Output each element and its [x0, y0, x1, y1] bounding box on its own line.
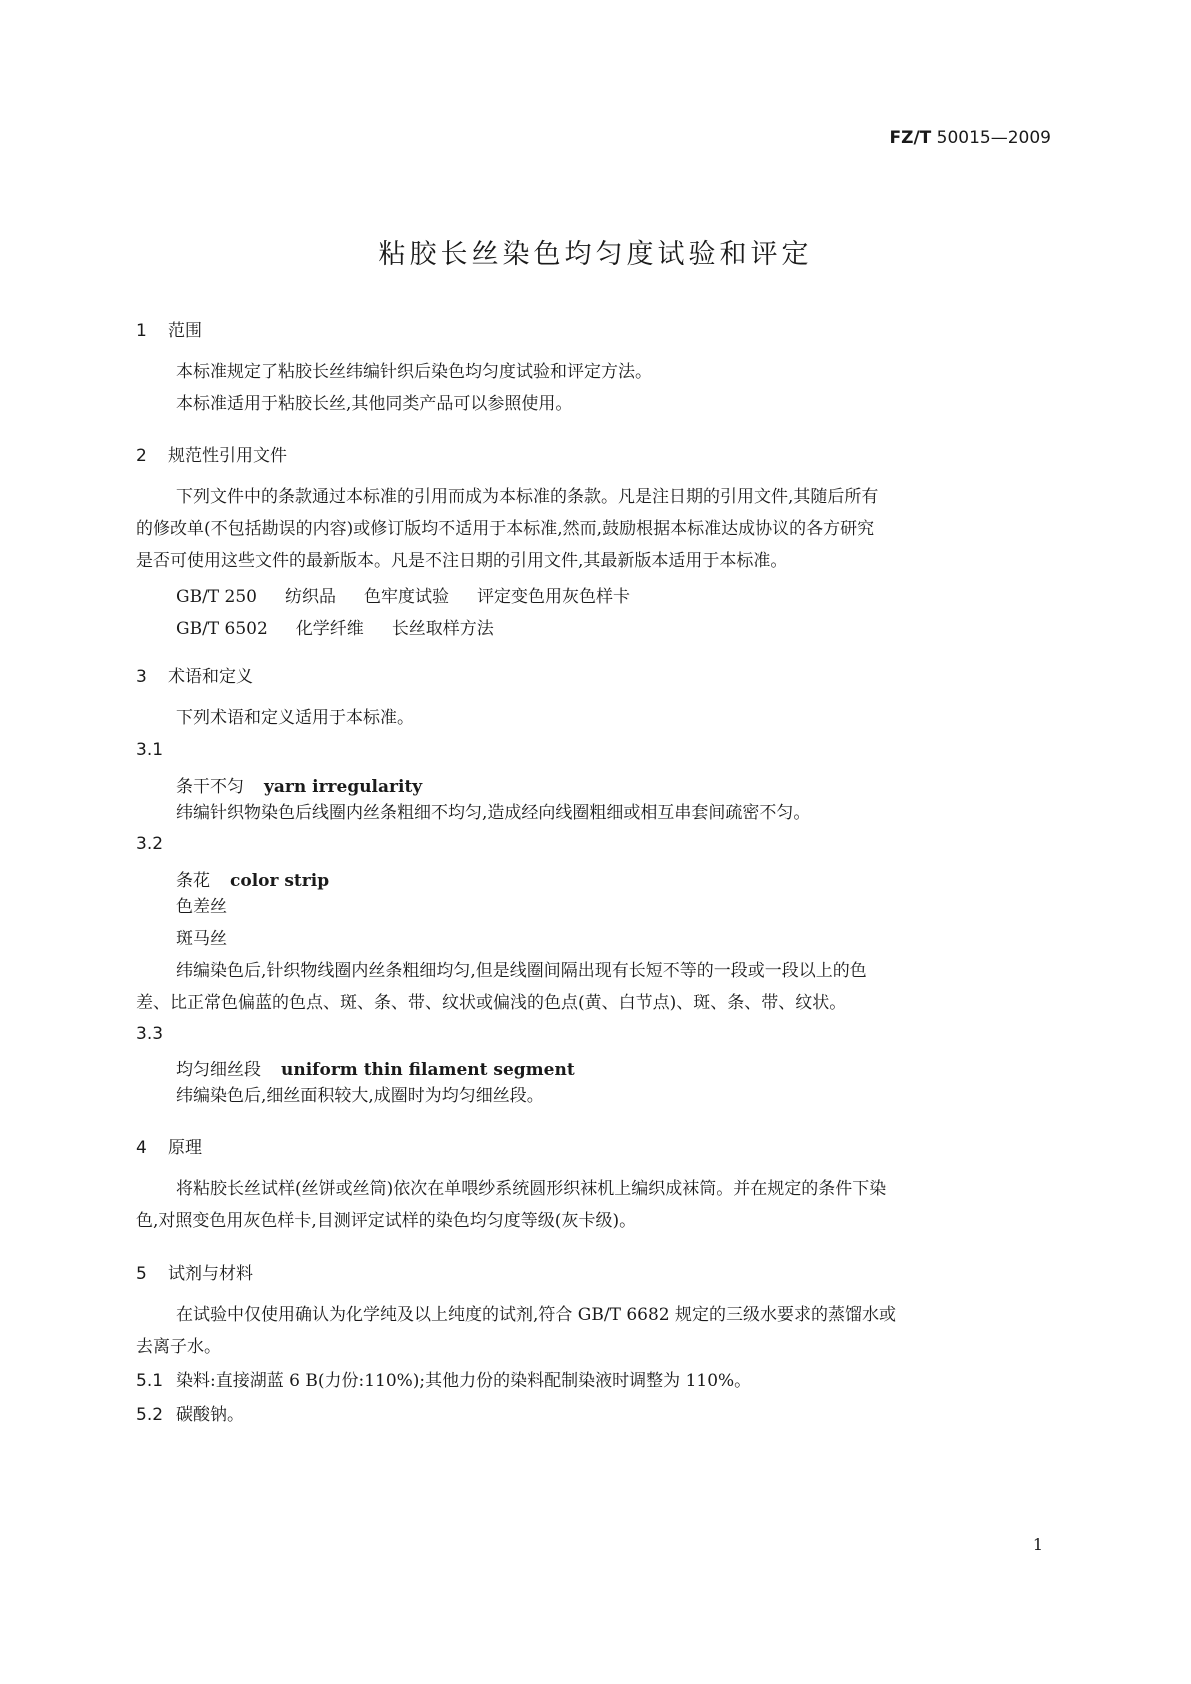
- page-number: 1: [1032, 1535, 1043, 1554]
- term-color-strip: 条花 color strip: [176, 871, 330, 891]
- section-2-paragraph-line-3: 是否可使用这些文件的最新版本。凡是不注日期的引用文件,其最新版本适用于本标准。: [136, 551, 788, 571]
- reference-gbt-250: GB/T 250 纺织品 色牢度试验 评定变色用灰色样卡: [176, 587, 630, 607]
- term-yarn-irregularity-definition: 纬编针织物染色后线圈内丝条粗细不均匀,造成经向线圈粗细或相互串套间疏密不匀。: [176, 803, 811, 823]
- section-5-paragraph-line-2: 去离子水。: [136, 1337, 221, 1357]
- section-3-heading: 3 术语和定义: [136, 667, 253, 687]
- section-4-paragraph-line-1: 将粘胶长丝试样(丝饼或丝筒)依次在单喂纱系统圆形织袜机上编织成袜筒。并在规定的条件下染: [176, 1179, 887, 1199]
- document-title: 粘胶长丝染色均匀度试验和评定: [378, 239, 813, 270]
- section-1-paragraph-1: 本标准规定了粘胶长丝纬编针织后染色均匀度试验和评定方法。: [176, 362, 652, 382]
- section-5-paragraph-line-1: 在试验中仅使用确认为化学纯及以上纯度的试剂,符合 GB/T 6682 规定的三级水要求的蒸馏水或: [176, 1305, 897, 1325]
- clause-5-1: 5.1 染料:直接湖蓝 6 B(力份:110%);其他力份的染料配制染液时调整为 110%。: [136, 1371, 752, 1391]
- standard-code: FZ/T: [889, 128, 932, 148]
- section-4-heading: 4 原理: [136, 1138, 202, 1158]
- reference-gbt-6502: GB/T 6502 化学纤维 长丝取样方法: [176, 619, 494, 639]
- section-5-heading: 5 试剂与材料: [136, 1264, 253, 1284]
- section-1-paragraph-2: 本标准适用于粘胶长丝,其他同类产品可以参照使用。: [176, 394, 573, 414]
- section-2-heading: 2 规范性引用文件: [136, 446, 287, 466]
- term-yarn-irregularity: 条干不匀 yarn irregularity: [176, 777, 423, 797]
- section-4-paragraph-line-2: 色,对照变色用灰色样卡,目测评定试样的染色均匀度等级(灰卡级)。: [136, 1211, 637, 1231]
- term-uniform-thin-filament-segment: 均匀细丝段 uniform thin filament segment: [176, 1060, 575, 1080]
- term-color-strip-synonym-1: 色差丝: [176, 897, 227, 917]
- clause-3-1-number: 3.1: [136, 740, 164, 760]
- term-color-strip-synonym-2: 斑马丝: [176, 929, 227, 949]
- clause-3-3-number: 3.3: [136, 1024, 164, 1044]
- section-2-paragraph-line-1: 下列文件中的条款通过本标准的引用而成为本标准的条款。凡是注日期的引用文件,其随后所有: [176, 487, 879, 507]
- term-color-strip-definition-line-2: 差、比正常色偏蓝的色点、斑、条、带、纹状或偏浅的色点(黄、白节点)、斑、条、带、纹状。: [136, 993, 847, 1013]
- standard-year: 50015—2009: [936, 128, 1051, 148]
- standard-number: [890, 128, 1052, 148]
- clause-5-2: 5.2 碳酸钠。: [136, 1405, 244, 1425]
- term-uniform-thin-filament-segment-definition: 纬编染色后,细丝面积较大,成圈时为均匀细丝段。: [176, 1086, 544, 1106]
- section-3-intro: 下列术语和定义适用于本标准。: [176, 708, 414, 728]
- clause-3-2-number: 3.2: [136, 834, 164, 854]
- section-2-paragraph-line-2: 的修改单(不包括勘误的内容)或修订版均不适用于本标准,然而,鼓励根据本标准达成协议的各方研究: [136, 519, 875, 539]
- term-color-strip-definition-line-1: 纬编染色后,针织物线圈内丝条粗细均匀,但是线圈间隔出现有长短不等的一段或一段以上的色: [176, 961, 867, 981]
- section-1-heading: 1 范围: [136, 321, 202, 341]
